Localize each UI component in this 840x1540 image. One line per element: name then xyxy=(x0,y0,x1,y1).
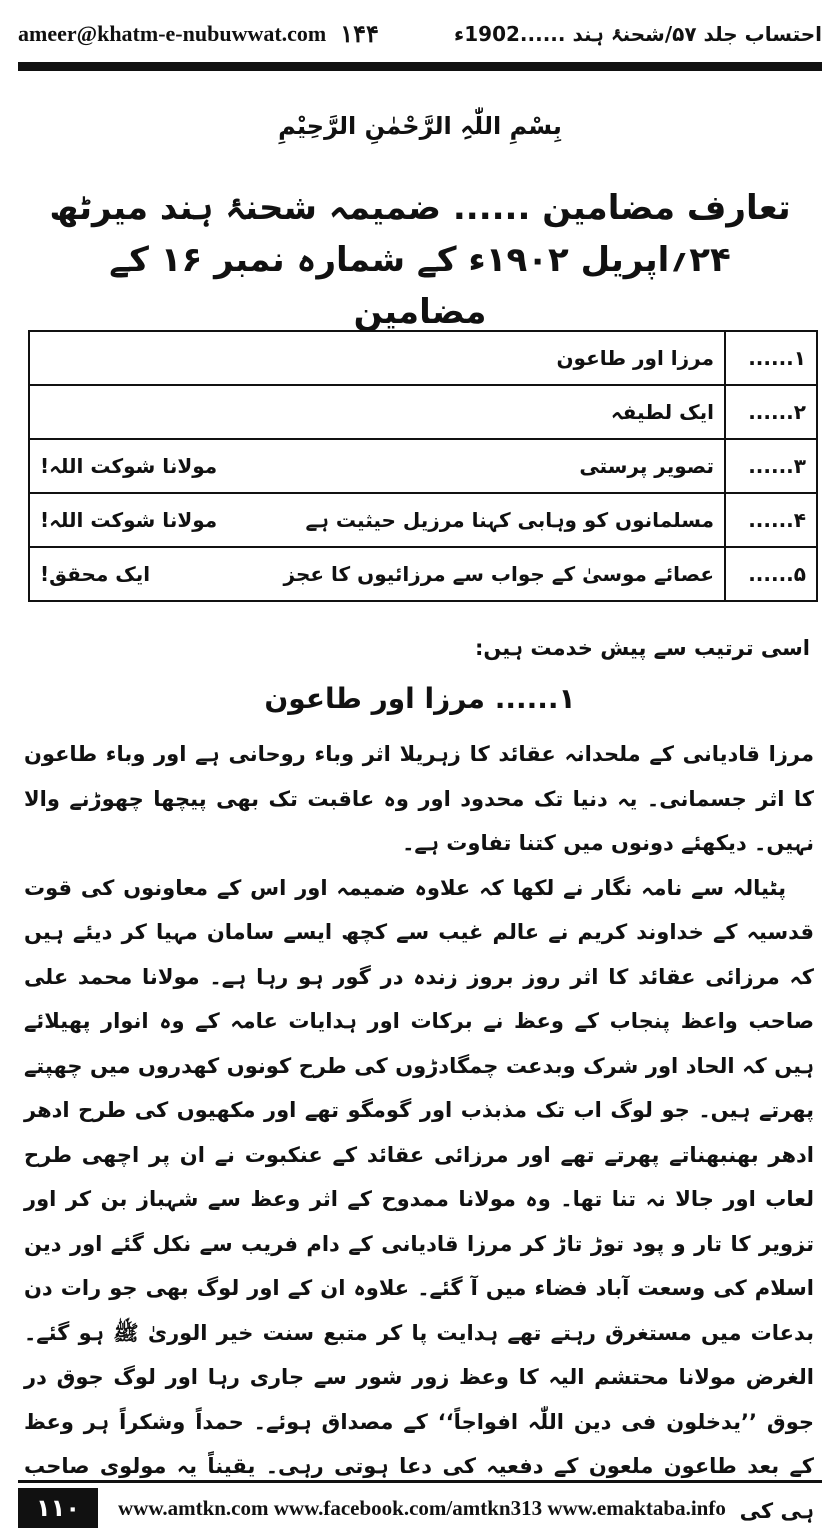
toc-row xyxy=(29,439,817,493)
footer-links: www.amtkn.com www.facebook.com/amtkn313 www.emaktaba.info xyxy=(118,1495,726,1520)
toc-number: ۵...... xyxy=(725,547,817,601)
footer-page-number: ۱۱۰ xyxy=(18,1488,98,1528)
toc-title: عصائے موسیٰ کے جواب سے مرزائیوں کا عجز xyxy=(283,562,714,586)
toc-author: مولانا شوکت اللہ! xyxy=(40,454,218,478)
toc-number: ۱...... xyxy=(725,331,817,385)
header-email: ameer@khatm-e-nubuwwat.com xyxy=(18,21,327,46)
toc-title: مسلمانوں کو وہابی کہنا مرزیل حیثیت ہے xyxy=(305,508,714,532)
toc-entry xyxy=(29,385,725,439)
toc-author: ایک محقق! xyxy=(40,562,151,586)
contents-table xyxy=(28,330,818,602)
toc-row xyxy=(29,547,817,601)
title-line-1: تعارف مضامین ...... ضمیمہ شحنۂ ہند میرٹھ xyxy=(49,188,791,228)
body-paragraph: پٹیالہ سے نامہ نگار نے لکھا کہ علاوہ ضمیمہ اور اس کے معاونوں کی قوت قدسیہ کے خداوند کریم نے عالم غیب سے کچھ ایسے سامان مہیا کر دیئے ہیں کہ مرزائی عقائد کا اثر روز بروز زندہ در گور ہو رہا ہے۔ مولانا محمد علی صاحب واعظ پنجاب کے وعظ نے برکات اور ہدایات عامہ کے وہ انوار پھیلائے ہیں کہ الحاد اور شرک وبدعت چمگادڑوں کی طرح کونوں کھدروں میں چھپتے پھرتے ہیں۔ جو لوگ اب تک مذبذب اور گومگو تھے اور مکھیوں کی طرح ادھر ادھر بھنبھناتے پھرتے تھے اور مرزائی عقائد کے عنکبوت نے ان پر اچھی طرح لعاب اور جالا نہ تنا تھا۔ وہ مولانا ممدوح کے اثر وعظ سے شہباز بن کر اور تزویر کا تار و پود توڑ تاڑ کر مرزا قادیانی کے دام فریب سے نکل گئے اور دین اسلام کی وسعت آباد فضاء میں آ گئے۔ علاوہ ان کے اور لوگ بھی جو رات دن بدعات میں مستغرق رہتے تھے ہدایت پا کر متبع سنت خیر الوریٰ ﷺ ہو گئے۔ الغرض مولانا محتشم الیہ کا وعظ زور شور سے جاری رہا اور لوگ جوق در جوق ’’یدخلون فی دین اللّٰہ افواجاً‘‘ کے مصداق ہوئے۔ حمداً وشکراً ہر وعظ کے بعد طاعون ملعون کے دفعیہ کی دعا ہوتی رہی۔ یقیناً یہ مولوی صاحب ہی کی xyxy=(24,875,814,1523)
page-title xyxy=(40,182,800,338)
toc-row xyxy=(29,385,817,439)
toc-number: ۳...... xyxy=(725,439,817,493)
header-rule xyxy=(18,62,822,71)
basmala: بِسْمِ اللّٰہِ الرَّحْمٰنِ الرَّحِیْمِ xyxy=(278,112,562,140)
toc-entry xyxy=(29,439,725,493)
toc-title: تصویر پرستی xyxy=(579,454,714,478)
toc-title: مرزا اور طاعون xyxy=(556,346,714,370)
title-line-2: ۲۴؍اپریل ۱۹۰۲ء کے شمارہ نمبر ۱۶ کے مضامین xyxy=(109,240,731,332)
article-body xyxy=(24,732,814,1533)
toc-number: ۲...... xyxy=(725,385,817,439)
toc-row xyxy=(29,493,817,547)
header-running-title: احتساب جلد ۵۷/شحنۂ ہند ......1902ء xyxy=(454,22,822,46)
header-page-number: ۱۴۴ xyxy=(340,21,379,48)
section-heading: ۱...... مرزا اور طاعون xyxy=(264,682,576,715)
toc-title: ایک لطیفہ xyxy=(610,400,714,424)
toc-row xyxy=(29,331,817,385)
page-header xyxy=(18,12,822,56)
toc-author: مولانا شوکت اللہ! xyxy=(40,508,218,532)
header-left xyxy=(18,20,379,49)
toc-entry xyxy=(29,331,725,385)
intro-line: اسی ترتیب سے پیش خدمت ہیں: xyxy=(474,636,810,660)
toc-number: ۴...... xyxy=(725,493,817,547)
toc-entry xyxy=(29,493,725,547)
toc-entry xyxy=(29,547,725,601)
body-paragraph: مرزا قادیانی کے ملحدانہ عقائد کا زہریلا اثر وباء روحانی ہے اور وباء طاعون کا اثر جسمانی۔ یہ دنیا تک محدود اور وہ عاقبت تک بھی پیچھا چھوڑنے والا نہیں۔ دیکھئے دونوں میں کتنا تفاوت ہے۔ xyxy=(24,742,814,855)
page-footer xyxy=(18,1480,822,1533)
